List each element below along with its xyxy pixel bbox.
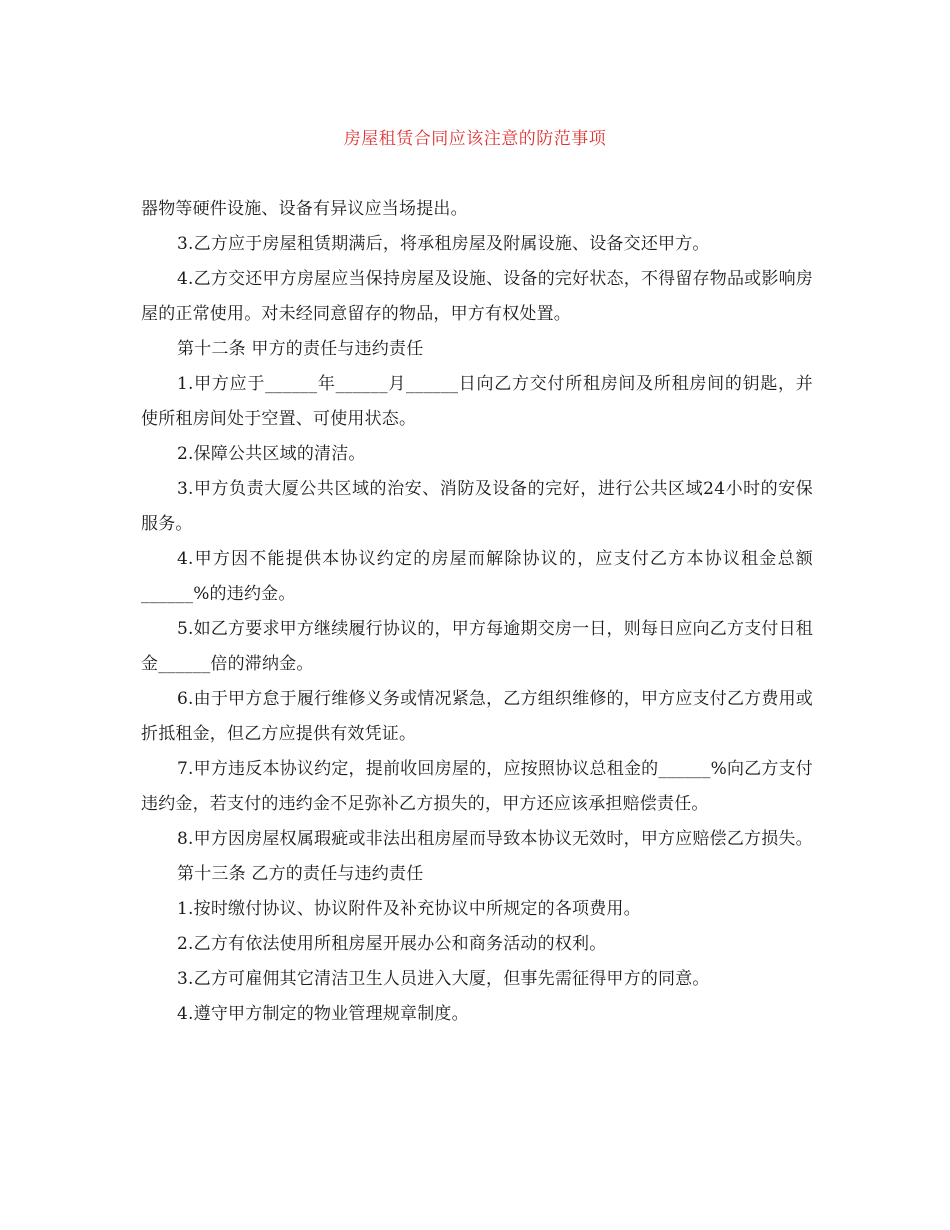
paragraph: 4.乙方交还甲方房屋应当保持房屋及设施、设备的完好状态，不得留存物品或影响房屋的正常使用。对未经同意留存的物品，甲方有权处置。 — [141, 269, 813, 324]
paragraph: 8.甲方因房屋权属瑕疵或非法出租房屋而导致本协议无效时，甲方应赔偿乙方损失。 — [177, 829, 813, 849]
paragraph: 2.保障公共区域的清洁。 — [177, 444, 366, 464]
paragraph: 7.甲方违反本协议约定，提前收回房屋的，应按照协议总租金的______%向乙方支付违约金，若支付的违约金不足弥补乙方损失的，甲方还应该承担赔偿责任。 — [141, 759, 813, 814]
document-title: 房屋租赁合同应该注意的防范事项 — [343, 129, 607, 149]
paragraph: 2.乙方有依法使用所租房屋开展办公和商务活动的权利。 — [177, 934, 607, 954]
paragraph: 4.遵守甲方制定的物业管理规章制度。 — [177, 1004, 469, 1024]
paragraph: 3.甲方负责大厦公共区域的治安、消防及设备的完好，进行公共区域24小时的安保服务。 — [141, 479, 813, 534]
paragraph: 器物等硬件设施、设备有异议应当场提出。 — [141, 199, 468, 219]
paragraph: 3.乙方可雇佣其它清洁卫生人员进入大厦，但事先需征得甲方的同意。 — [177, 969, 710, 989]
paragraph: 3.乙方应于房屋租赁期满后，将承租房屋及附属设施、设备交还甲方。 — [177, 234, 710, 254]
paragraph: 1.按时缴付协议、协议附件及补充协议中所规定的各项费用。 — [177, 899, 641, 919]
paragraph: 5.如乙方要求甲方继续履行协议的，甲方每逾期交房一日，则每日应向乙方支付日租金______倍的滞纳金。 — [141, 619, 813, 674]
paragraph: 1.甲方应于______年______月______日向乙方交付所租房间及所租房间的钥匙，并使所租房间处于空置、可使用状态。 — [141, 374, 813, 429]
section-heading: 第十三条 乙方的责任与违约责任 — [177, 864, 424, 884]
document-body — [141, 192, 813, 1032]
paragraph: 4.甲方因不能提供本协议约定的房屋而解除协议的，应支付乙方本协议租金总额______%的违约金。 — [141, 549, 813, 604]
paragraph: 6.由于甲方怠于履行维修义务或情况紧急，乙方组织维修的，甲方应支付乙方费用或折抵租金，但乙方应提供有效凭证。 — [141, 689, 813, 744]
section-heading: 第十二条 甲方的责任与违约责任 — [177, 339, 424, 359]
